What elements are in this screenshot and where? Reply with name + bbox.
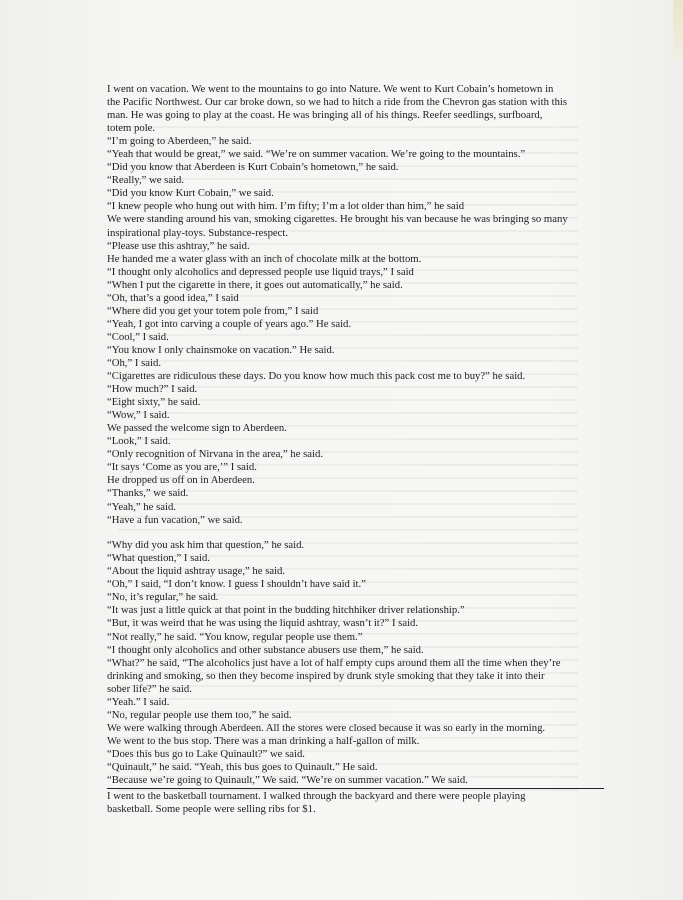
text-line: We passed the welcome sign to Aberdeen. — [107, 422, 287, 435]
text-line: “When I put the cigarette in there, it goes out automatically,” he said. — [107, 278, 403, 291]
text-line: “Oh,” I said. — [107, 356, 162, 369]
page-edge-strip — [673, 0, 683, 60]
section-three — [107, 790, 603, 816]
text-line: “Not really,” he said. “You know, regular people use them.” — [107, 630, 363, 643]
text-line: “Why did you ask him that question,” he said. — [107, 539, 305, 552]
text-line: “No, regular people use them too,” he said. — [107, 708, 292, 721]
text-line: “Yeah,” he said. — [107, 500, 176, 513]
text-line: “Please use this ashtray,” he said. — [107, 239, 250, 252]
text-line: “It was just a little quick at that point in the budding hitchhiker driver relationship.” — [107, 604, 465, 617]
text-line: “I thought only alcoholics and depressed people use liquid trays,” I said — [107, 265, 414, 278]
text-line: sober life?” he said. — [107, 682, 192, 695]
section-two — [107, 539, 603, 787]
text-line: “Yeah.” I said. — [107, 695, 170, 708]
text-line: the Pacific Northwest. Our car broke down, so we had to hitch a ride from the Chevron gas station with this — [107, 96, 568, 109]
text-line: “I’m going to Aberdeen,” he said. — [107, 135, 252, 148]
text-line: “Cool,” I said. — [107, 330, 169, 343]
text-line: We were standing around his van, smoking cigarettes. He brought his van because he was bringing so many — [107, 213, 568, 226]
text-line: “Does this bus go to Lake Quinault?” we said. — [107, 747, 305, 760]
text-line: “Yeah, I got into carving a couple of years ago.” He said. — [107, 317, 352, 330]
text-line: “Look,” I said. — [107, 435, 171, 448]
text-line: “Where did you get your totem pole from,” I said — [107, 304, 319, 317]
text-line: “Have a fun vacation,” we said. — [107, 513, 243, 526]
text-line: We were walking through Aberdeen. All the stores were closed because it was so early in the morning. — [107, 721, 546, 734]
text-line: man. He was going to play at the coast. He was bringing all of his things. Reefer seedlings, surfboard, — [107, 109, 543, 122]
text-line: “But, it was weird that he was using the liquid ashtray, wasn’t it?” I said. — [107, 617, 419, 630]
text-line: “Oh, that’s a good idea,” I said — [107, 291, 239, 304]
text-line: “Because we’re going to Quinault,” We said. “We’re on summer vacation.” We said. — [107, 774, 468, 787]
story-text — [107, 83, 603, 816]
text-line: “I knew people who hung out with him. I’m fifty; I’m a lot older than him,” he said — [107, 200, 465, 213]
text-line: inspirational play-toys. Substance-respect. — [107, 226, 289, 239]
text-line: basketball. Some people were selling ribs for $1. — [107, 803, 316, 816]
text-line: “It says ‘Come as you are,’” I said. — [107, 461, 257, 474]
section-one — [107, 83, 603, 527]
text-line: “About the liquid ashtray usage,” he said. — [107, 565, 286, 578]
text-line: “Eight sixty,” he said. — [107, 396, 201, 409]
text-line: “Quinault,” he said. “Yeah, this bus goes to Quinault.” He said. — [107, 760, 378, 773]
text-line: I went to the basketball tournament. I walked through the backyard and there were people playing — [107, 790, 526, 803]
text-line: “Did you know Kurt Cobain,” we said. — [107, 187, 274, 200]
text-line: “What?” he said, “The alcoholics just have a lot of half empty cups around them all the time when they’re — [107, 656, 561, 669]
text-line: “Thanks,” we said. — [107, 487, 189, 500]
text-line: “Really,” we said. — [107, 174, 185, 187]
text-line: “No, it’s regular,” he said. — [107, 591, 219, 604]
text-line: We went to the bus stop. There was a man drinking a half-gallon of milk. — [107, 734, 420, 747]
text-line: “Yeah that would be great,” we said. “We’re on summer vacation. We’re going to the mountains.” — [107, 148, 526, 161]
text-line: He dropped us off on in Aberdeen. — [107, 474, 255, 487]
text-line: He handed me a water glass with an inch of chocolate milk at the bottom. — [107, 252, 422, 265]
text-line: “Wow,” I said. — [107, 409, 170, 422]
text-line: “What question,” I said. — [107, 552, 210, 565]
text-line: drinking and smoking, so then they become inspired by drunk style smoking that they take it into their — [107, 669, 545, 682]
text-line: “You know I only chainsmoke on vacation.” He said. — [107, 343, 335, 356]
section-divider — [107, 788, 604, 789]
paragraph-gap — [107, 527, 603, 540]
text-line: “Oh,” I said, “I don’t know. I guess I shouldn’t have said it.” — [107, 578, 366, 591]
text-line: “Cigarettes are ridiculous these days. Do you know how much this pack cost me to buy?” he said. — [107, 370, 526, 383]
text-line: “How much?” I said. — [107, 383, 198, 396]
text-line: totem pole. — [107, 122, 156, 135]
text-line: “Only recognition of Nirvana in the area,” he said. — [107, 448, 324, 461]
text-line: “Did you know that Aberdeen is Kurt Cobain’s hometown,” he said. — [107, 161, 399, 174]
text-line: “I thought only alcoholics and other substance abusers use them,” he said. — [107, 643, 424, 656]
text-line: I went on vacation. We went to the mountains to go into Nature. We went to Kurt Cobain’s hometown in — [107, 83, 554, 95]
